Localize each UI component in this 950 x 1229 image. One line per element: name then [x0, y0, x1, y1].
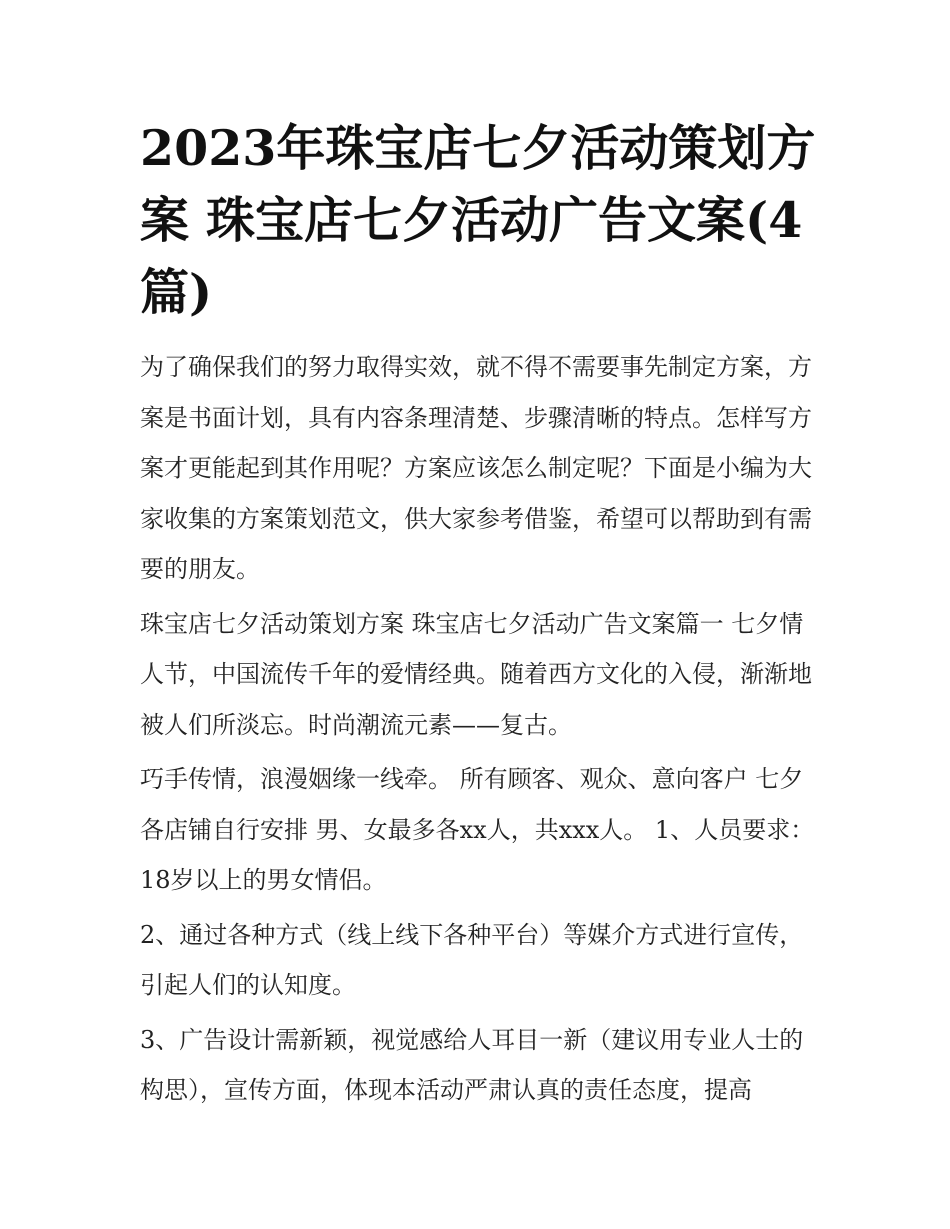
document-body — [140, 112, 816, 1120]
document-title: 2023年珠宝店七夕活动策划方案 珠宝店七夕活动广告文案(4篇) — [140, 119, 816, 321]
paragraph-promotion: 2、通过各种方式（线上线下各种平台）等媒介方式进行宣传，引起人们的认知度。 — [140, 920, 804, 999]
paragraph-activity-details: 巧手传情，浪漫姻缘一线牵。 所有顾客、观众、意向客户 七夕 各店铺自行安排 男、女最多各xx人，共xxx人。 1、人员要求：18岁以上的男女情侣。 — [140, 765, 815, 894]
paragraph-section-one: 珠宝店七夕活动策划方案 珠宝店七夕活动广告文案篇一 七夕情人节，中国流传千年的爱情经典。随着西方文化的入侵，渐渐地被人们所淡忘。时尚潮流元素——复古。 — [140, 609, 812, 739]
paragraph-ad-design: 3、广告设计需新颖，视觉感给人耳目一新（建议用专业人士的构思），宣传方面，体现本活动严肃认真的责任态度，提高 — [140, 1025, 804, 1104]
paragraph-intro: 为了确保我们的努力取得实效，就不得不需要事先制定方案，方案是书面计划，具有内容条理清楚、步骤清晰的特点。怎样写方案才更能起到其作用呢？方案应该怎么制定呢？下面是小编为大家收集的方案策划范文，供大家参考借鉴，希望可以帮助到有需要的朋友。 — [140, 353, 812, 583]
